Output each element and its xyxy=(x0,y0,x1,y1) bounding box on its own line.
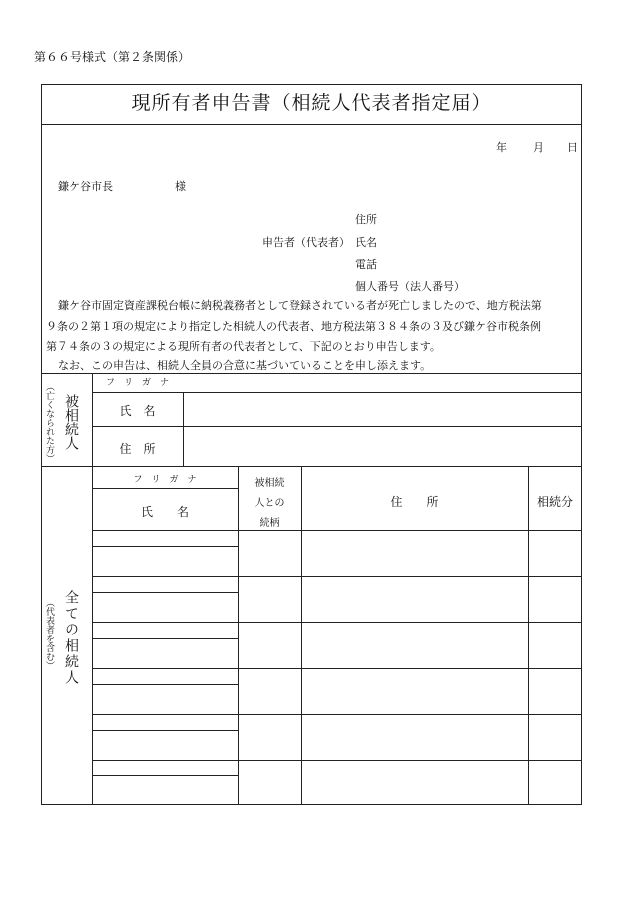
statement-line-3: 第７４条の３の規定による現所有者の代表者として、下記のとおり申告します。 xyxy=(46,340,441,353)
heirs-share-label: 相続分 xyxy=(536,495,573,509)
addressee-name: 鎌ケ谷市長 xyxy=(58,180,113,193)
decedent-furigana-label: フ リ ガ ナ xyxy=(105,378,169,388)
statement-line-1: 鎌ケ谷市固定資産課税台帳に納税義務者として登録されている者が死亡しましたので、地方税法第 xyxy=(58,299,542,312)
heir-row-5-border xyxy=(92,760,582,761)
decedent-name-border xyxy=(92,426,582,427)
applicant-phone-label: 電話 xyxy=(355,258,377,271)
statement-line-4: なお、この申告は、相続人全員の合意に基づいていることを申し添えます。 xyxy=(58,359,432,372)
heirs-address-divider xyxy=(528,466,529,805)
heirs-section-label: 全ての相続人 xyxy=(63,590,79,686)
heir-row-2-border xyxy=(92,622,582,623)
heir-row-1-border xyxy=(92,576,582,577)
decedent-address-label: 住 所 xyxy=(119,442,156,456)
applicant-number-label: 個人番号（法人番号） xyxy=(355,280,465,293)
form-number: 第６６号様式（第２条関係） xyxy=(34,50,191,64)
heirs-furigana-label: フ リ ガ ナ xyxy=(133,475,197,485)
heirs-relationship-label-1: 被相続 xyxy=(254,478,285,489)
applicant-address-label: 住所 xyxy=(355,213,377,226)
date-day: 日 xyxy=(567,141,578,154)
decedent-furigana-border xyxy=(92,392,582,393)
heirs-name-label: 氏 名 xyxy=(140,505,189,519)
date-year: 年 xyxy=(496,141,507,154)
addressee-honorific: 様 xyxy=(175,180,186,193)
heir-row-4-border xyxy=(92,714,582,715)
heirs-relationship-label-2: 人との xyxy=(254,498,285,509)
heir-row-3-border xyxy=(92,668,582,669)
heir-row-4-furigana xyxy=(92,684,238,685)
date-month: 月 xyxy=(533,141,544,154)
heirs-relationship-label-3: 続柄 xyxy=(259,518,280,529)
decedent-name-label: 氏 名 xyxy=(119,404,156,418)
statement-line-2: ９条の２第１項の規定により指定した相続人の代表者、地方税法第３８４条の３及び鎌ケ谷市税条例 xyxy=(46,320,541,333)
heirs-furigana-border xyxy=(92,488,238,489)
heir-row-5-furigana xyxy=(92,730,238,731)
heir-row-1-furigana xyxy=(92,546,238,547)
title-divider xyxy=(41,124,582,125)
heirs-section-note: （代表者を含む） xyxy=(44,598,54,670)
heir-row-2-furigana xyxy=(92,592,238,593)
decedent-field-divider xyxy=(183,392,184,466)
heirs-address-label: 住 所 xyxy=(390,495,439,509)
applicant-role-label: 申告者（代表者） xyxy=(262,236,350,249)
decedent-section-note: （亡くなられた方） xyxy=(44,382,54,463)
decedent-section-label: 被相続人 xyxy=(63,394,79,450)
heirs-relationship-divider xyxy=(301,466,302,805)
heir-row-6-furigana xyxy=(92,775,238,776)
heir-row-3-furigana xyxy=(92,638,238,639)
page-title: 現所有者申告書（相続人代表者指定届） xyxy=(131,92,492,114)
decedent-bottom-border xyxy=(41,466,582,467)
applicant-name-label: 氏名 xyxy=(355,236,377,249)
heirs-header-border xyxy=(92,530,582,531)
decedent-top-border xyxy=(41,373,582,374)
